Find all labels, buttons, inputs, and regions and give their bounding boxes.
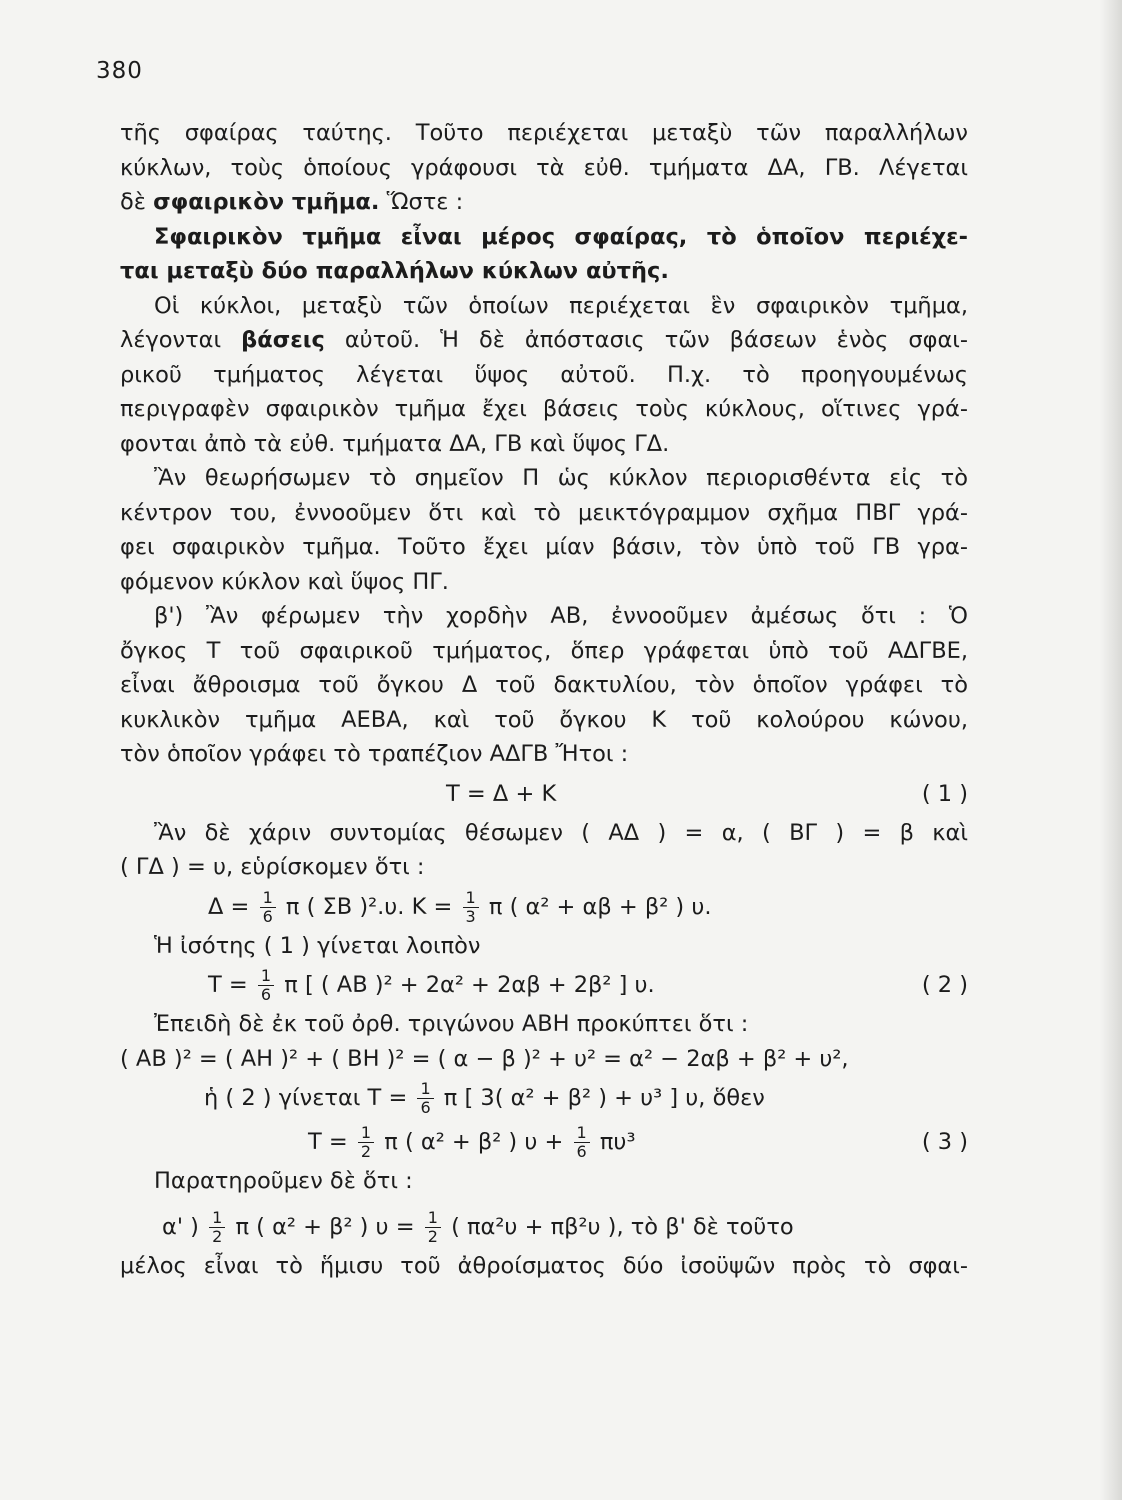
text-line: Οἱ κύκλοι, μεταξὺ τῶν ὁποίων περιέχεται ἓν σφαιρικὸν τμῆμα, <box>154 292 968 319</box>
definition-line: ται μεταξὺ δύο παραλλήλων κύκλων αὐτῆς. <box>120 258 669 284</box>
text-line: φόμενον κύκλον καὶ ὕψος ΠΓ. <box>120 568 449 595</box>
equation-3 <box>120 1120 968 1164</box>
text-line: ρικοῦ τμήματος λέγεται ὕψος αὐτοῦ. Π.χ. τὸ προηγουμένως <box>120 361 968 388</box>
denominator: 6 <box>262 906 273 926</box>
text-fragment: λέγονται <box>120 327 222 353</box>
fraction <box>258 967 274 1004</box>
equation-part: α' ) <box>162 1213 199 1240</box>
equation-part: π ( α² + β² ) υ = <box>235 1213 415 1240</box>
text-line: εἶναι ἄθροισμα τοῦ ὄγκου Δ τοῦ δακτυλίου, τὸν ὁποῖον γράφει τὸ <box>120 672 968 698</box>
text-line <box>120 323 968 358</box>
equation-part: π ( ΣΒ )².υ. Κ = <box>285 893 453 920</box>
term-bases: βάσεις <box>241 327 325 353</box>
equation-number: ( 3 ) <box>921 1129 968 1155</box>
denominator: 6 <box>420 1098 431 1117</box>
equation-delta-kappa <box>120 885 968 929</box>
page-number: 380 <box>96 58 143 84</box>
denominator: 2 <box>360 1142 372 1161</box>
fraction <box>417 1080 433 1117</box>
text-line: ( ΓΔ ) = υ, εὑρίσκομεν ὅτι : <box>120 854 425 880</box>
equation-line: ( ΑΒ )² = ( ΑΗ )² + ( ΒΗ )² = ( α − β )² + υ² = α² − 2αβ + β² + υ², <box>120 1045 849 1072</box>
equation-part: ἡ ( 2 ) γίνεται Τ = <box>204 1085 408 1111</box>
equation-part: π ( α² + αβ + β² ) υ. <box>488 893 712 920</box>
text-line: Παρατηροῦμεν δὲ ὅτι : <box>154 1168 413 1194</box>
definition-line: Σφαιρικὸν τμῆμα εἶναι μέρος σφαίρας, τὸ ὁποῖον περιέχε- <box>154 223 968 250</box>
denominator: 2 <box>427 1226 438 1246</box>
equation-number: ( 1 ) <box>921 780 968 807</box>
body-text <box>120 116 968 1283</box>
fraction <box>260 889 276 926</box>
equation-body: Τ = Δ + Κ <box>446 780 557 807</box>
equation-2 <box>120 963 968 1007</box>
fraction <box>358 1124 374 1161</box>
equation-part: Τ = <box>208 972 248 998</box>
term-spherical-segment: σφαιρικὸν τμῆμα. <box>153 189 380 215</box>
numerator: 1 <box>463 889 479 908</box>
equation-part: π [ ( ΑΒ )² + 2α² + 2αβ + 2β² ] υ. <box>284 972 655 998</box>
equation-part: π [ 3( α² + β² ) + υ³ ] υ, ὅθεν <box>443 1085 765 1111</box>
denominator: 6 <box>576 1142 587 1161</box>
fraction <box>463 889 479 926</box>
equation-5 <box>120 1076 968 1120</box>
text-line: φονται ἀπὸ τὰ εὐθ. τμήματα ΔΑ, ΓΒ καὶ ὕψος ΓΔ. <box>120 430 670 457</box>
numerator: 1 <box>417 1080 433 1099</box>
text-line: φει σφαιρικὸν τμῆμα. Τοῦτο ἔχει μίαν βάσιν, τὸν ὑπὸ τοῦ ΓΒ γρα- <box>120 534 968 560</box>
text-line: κέντρον του, ἐννοοῦμεν ὅτι καὶ τὸ μεικτόγραμμον σχῆμα ΠΒΓ γρά- <box>120 499 968 526</box>
equation-7 <box>120 1205 968 1249</box>
fraction <box>209 1209 225 1246</box>
equation-number: ( 2 ) <box>921 972 968 998</box>
equation-part: π ( α² + β² ) υ + <box>384 1129 564 1155</box>
text-line <box>120 185 968 220</box>
numerator: 1 <box>260 889 276 908</box>
numerator: 1 <box>425 1209 441 1228</box>
numerator: 1 <box>258 967 274 986</box>
text-line: β') Ἂν φέρωμεν τὴν χορδὴν ΑΒ, ἐννοοῦμεν ἀμέσως ὅτι : Ὁ <box>154 603 968 629</box>
text-line: περιγραφὲν σφαιρικὸν τμῆμα ἔχει βάσεις τοὺς κύκλους, οἵτινες γρά- <box>120 396 968 422</box>
numerator: 1 <box>574 1124 590 1143</box>
text-line: κυκλικὸν τμῆμα ΑΕΒΑ, καὶ τοῦ ὄγκου Κ τοῦ κολούρου κώνου, <box>120 706 968 733</box>
text-line: κύκλων, τοὺς ὁποίους γράφουσι τὰ εὐθ. τμήματα ΔΑ, ΓΒ. Λέγεται <box>120 154 968 181</box>
numerator: 1 <box>358 1124 374 1143</box>
text-line: τὸν ὁποῖον γράφει τὸ τραπέζιον ΑΔΓΒ Ἤτοι : <box>120 741 629 767</box>
fraction <box>425 1209 441 1246</box>
text-line: τῆς σφαίρας ταύτης. Τοῦτο περιέχεται μεταξὺ τῶν παραλλήλων <box>120 120 968 146</box>
text-line: Ἂν θεωρήσωμεν τὸ σημεῖον Π ὡς κύκλον περιορισθέντα εἰς τὸ <box>154 465 968 491</box>
equation-part: ( πα²υ + πβ²υ ), τὸ β' δὲ τοῦτο <box>451 1213 794 1240</box>
equation-1 <box>120 772 968 816</box>
text-line: Ἡ ἰσότης ( 1 ) γίνεται λοιπὸν <box>154 932 481 959</box>
denominator: 2 <box>212 1226 223 1246</box>
text-line: ὄγκος Τ τοῦ σφαιρικοῦ τμήματος, ὅπερ γράφεται ὑπὸ τοῦ ΑΔΓΒΕ, <box>120 637 968 664</box>
text-line: Ἂν δὲ χάριν συντομίας θέσωμεν ( ΑΔ ) = α, ( ΒΓ ) = β καὶ <box>154 819 968 846</box>
text-line: μέλος εἶναι τὸ ἥμισυ τοῦ ἀθροίσματος δύο ἰσοϋψῶν πρὸς τὸ σφαι- <box>120 1252 968 1279</box>
denominator: 3 <box>465 906 476 926</box>
fraction <box>574 1124 590 1161</box>
numerator: 1 <box>209 1209 225 1228</box>
equation-part: πυ³ <box>599 1129 636 1155</box>
denominator: 6 <box>260 985 272 1004</box>
text-fragment: δὲ <box>120 189 146 215</box>
equation-part: Δ = <box>208 893 250 920</box>
page-edge-shadow <box>1100 0 1122 1500</box>
text-fragment: αὐτοῦ. Ἡ δὲ ἀπόστασις τῶν βάσεων ἑνὸς σφαι- <box>344 327 969 353</box>
text-line: Ἐπειδὴ δὲ ἐκ τοῦ ὀρθ. τριγώνου ΑΒΗ προκύπτει ὅτι : <box>154 1011 749 1037</box>
equation-part: Τ = <box>308 1129 348 1155</box>
text-fragment: Ὥστε : <box>386 189 464 215</box>
